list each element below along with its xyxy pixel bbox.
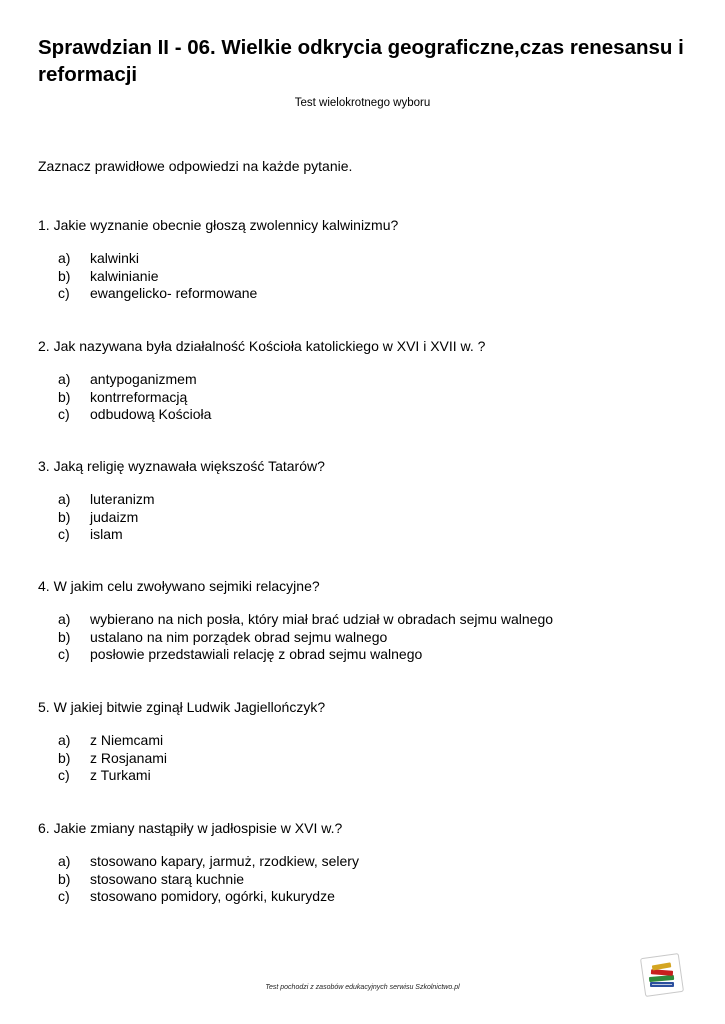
- answer-option[interactable]: [38, 285, 698, 303]
- answer-text: kontrreformacją: [90, 388, 188, 405]
- answer-text: antypoganizmem: [90, 371, 197, 387]
- answer-letter: a): [58, 371, 71, 387]
- answer-text: kalwinianie: [90, 267, 159, 284]
- answer-list: [38, 611, 698, 664]
- answer-letter: c): [58, 767, 70, 783]
- answer-letter: c): [58, 526, 70, 542]
- answer-text: z Turkami: [90, 767, 151, 783]
- answer-option[interactable]: [38, 732, 698, 750]
- answer-text: stosowano kapary, jarmuż, rzodkiew, selery: [90, 853, 359, 869]
- answer-option[interactable]: [38, 767, 698, 785]
- answer-letter: a): [58, 250, 71, 266]
- answer-text: ewangelicko- reformowane: [90, 285, 258, 301]
- answer-text: stosowano pomidory, ogórki, kukurydze: [90, 888, 335, 904]
- question-text: 3. Jaką religię wyznawała większość Tatarów?: [38, 458, 325, 474]
- question-1: [38, 216, 698, 303]
- answer-letter: c): [58, 646, 70, 662]
- answer-option[interactable]: [38, 526, 698, 544]
- answer-option[interactable]: [38, 871, 698, 889]
- answer-option[interactable]: [38, 406, 698, 424]
- answer-text: ustalano na nim porządek obrad sejmu walnego: [90, 628, 388, 645]
- answer-letter: b): [58, 870, 71, 887]
- footer-source: Test pochodzi z zasobów edukacyjnych serwisu Szkolnictwo.pl: [265, 984, 460, 991]
- instruction-text: Zaznacz prawidłowe odpowiedzi na każde pytanie.: [38, 158, 353, 174]
- answer-letter: b): [58, 508, 71, 525]
- answer-letter: c): [58, 285, 70, 301]
- question-6: [38, 819, 698, 906]
- answer-letter: b): [58, 388, 71, 405]
- answer-text: stosowano starą kuchnie: [90, 870, 245, 887]
- answer-option[interactable]: [38, 853, 698, 871]
- answer-option[interactable]: [38, 268, 698, 286]
- answer-text: islam: [90, 526, 123, 542]
- page-subtitle: Test wielokrotnego wyboru: [294, 97, 431, 109]
- answer-text: kalwinki: [90, 250, 140, 266]
- answer-text: posłowie przedstawiali relację z obrad sejmu walnego: [90, 646, 423, 662]
- answer-option[interactable]: [38, 491, 698, 509]
- answer-list: [38, 491, 698, 544]
- answer-option[interactable]: [38, 389, 698, 407]
- answer-letter: b): [58, 628, 71, 645]
- answer-letter: c): [58, 888, 70, 904]
- answer-text: odbudową Kościoła: [90, 406, 212, 422]
- question-2: [38, 337, 698, 424]
- answer-list: [38, 371, 698, 424]
- answer-option[interactable]: [38, 250, 698, 268]
- answer-letter: b): [58, 267, 71, 284]
- question-text: 5. W jakiej bitwie zginął Ludwik Jagiellończyk?: [38, 699, 326, 715]
- answer-letter: c): [58, 406, 70, 422]
- answer-text: luteranizm: [90, 491, 155, 507]
- answer-letter: a): [58, 491, 71, 507]
- answer-letter: a): [58, 853, 71, 869]
- answer-letter: a): [58, 732, 71, 748]
- question-text: 6. Jakie zmiany nastąpiły w jadłospisie w XVI w.?: [38, 820, 343, 836]
- answer-option[interactable]: [38, 629, 698, 647]
- answer-text: z Niemcami: [90, 732, 164, 748]
- books-icon: [640, 953, 684, 997]
- answer-option[interactable]: [38, 750, 698, 768]
- question-4: [38, 577, 698, 664]
- page-title: Sprawdzian II - 06. Wielkie odkrycia geograficzne,czas renesansu i reformacji: [38, 36, 684, 86]
- answer-letter: a): [58, 611, 71, 627]
- question-text: 1. Jakie wyznanie obecnie głoszą zwolennicy kalwinizmu?: [38, 217, 399, 233]
- question-3: [38, 457, 698, 544]
- answer-option[interactable]: [38, 371, 698, 389]
- answer-list: [38, 853, 698, 906]
- question-5: [38, 698, 698, 785]
- answer-option[interactable]: [38, 888, 698, 906]
- question-text: 4. W jakim celu zwoływano sejmiki relacyjne?: [38, 578, 320, 594]
- answer-option[interactable]: [38, 509, 698, 527]
- answer-option[interactable]: [38, 646, 698, 664]
- question-text: 2. Jak nazywana była działalność Kościoła katolickiego w XVI i XVII w. ?: [38, 338, 486, 354]
- answer-list: [38, 732, 698, 785]
- answer-text: wybierano na nich posła, który miał brać udział w obradach sejmu walnego: [90, 611, 554, 627]
- answer-list: [38, 250, 698, 303]
- answer-letter: b): [58, 749, 71, 766]
- answer-text: judaizm: [90, 508, 139, 525]
- answer-text: z Rosjanami: [90, 749, 168, 766]
- answer-option[interactable]: [38, 611, 698, 629]
